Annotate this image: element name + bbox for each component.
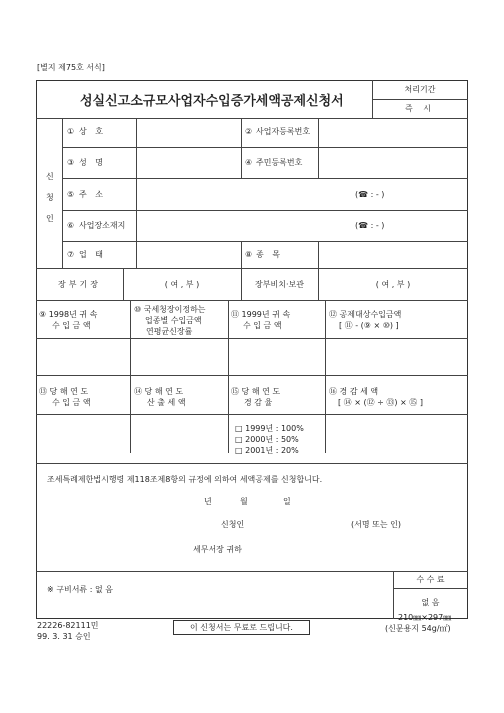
field-residentno-num: ④ <box>245 158 253 167</box>
r2c1-line1: ⑬ 당 해 연 도 <box>39 387 89 396</box>
r2c3-line2: 경 감 율 <box>244 398 273 407</box>
field-name-label: 상 호 <box>79 127 106 136</box>
r1c2-line2: 업종별 수입금액 <box>145 316 202 325</box>
r2c4-line2: [ ⑭ × (⑫ ÷ ⑬) × ⑮ ] <box>338 398 423 407</box>
footer-approval: 99. 3. 31 승인 <box>37 632 91 641</box>
field-bizaddress-phone: (☎ : - ) <box>355 221 385 230</box>
r1c1-line2: 수 입 금 액 <box>52 321 91 330</box>
field-biztype-label: 업 태 <box>79 250 106 259</box>
form-title: 성실신고소규모사업자수입증가세액공제신청서 <box>80 94 344 109</box>
r2c3-line1: ⑮ 당 해 연 도 <box>231 387 281 396</box>
statement: 조세특례제한법시행령 제118조제8항의 규정에 의하여 세액공제를 신청합니다. <box>47 475 323 484</box>
field-bizaddress-label: 사업장소재지 <box>79 221 126 230</box>
free-note: 이 신청서는 무료로 드립니다. <box>190 623 293 632</box>
paper-type: (신문용지 54g/㎡) <box>385 624 451 633</box>
r2c4-line1: ⑯ 경 감 세 액 <box>329 387 379 396</box>
addressee: 세무서장 귀하 <box>193 545 242 554</box>
paper-size: 210㎜×297㎜ <box>398 613 452 622</box>
field-address-phone: (☎ : - ) <box>355 190 385 199</box>
field-name-num: ① <box>67 127 75 136</box>
field-person-num: ③ <box>67 158 75 167</box>
field-bizno-num: ② <box>245 127 253 136</box>
fee-label: 수 수 료 <box>416 575 445 584</box>
field-address-label: 주 소 <box>79 190 106 199</box>
r1c4-line2: [ ⑪ - (⑨ × ⑩) ] <box>339 321 399 330</box>
ledger-storage-value: ( 여 , 부 ) <box>375 280 411 289</box>
field-person-label: 성 명 <box>79 158 106 167</box>
date-year: 년 <box>204 497 212 506</box>
r2c1-line2: 수 입 금 액 <box>52 398 91 407</box>
processing-period-label: 처리기간 <box>404 85 436 94</box>
field-address-num: ⑤ <box>67 190 75 199</box>
r1c4-line1: ⑫ 공제대상수입금액 <box>329 310 402 319</box>
fee-value: 없 음 <box>421 598 440 607</box>
field-bizaddress-num: ⑥ <box>67 221 75 230</box>
applicant-label-3: 인 <box>46 214 54 223</box>
rate-2000: □ 2000년 : 50% <box>235 435 299 444</box>
field-bizno-label: 사업자등록번호 <box>256 127 311 136</box>
ledger-storage-label: 장부비치·보관 <box>255 280 304 289</box>
processing-period-value: 즉 시 <box>405 104 435 113</box>
r2c2-line1: ⑭ 당 해 연 도 <box>134 387 184 396</box>
field-biztype-num: ⑦ <box>67 250 75 259</box>
date-month: 월 <box>240 497 248 506</box>
r1c1-line1: ⑨ 1998년 귀 속 <box>39 310 98 319</box>
r2c2-line2: 산 출 세 액 <box>147 398 186 407</box>
r1c3-line2: 수 입 금 액 <box>243 321 282 330</box>
applicant-label-2: 청 <box>46 193 54 202</box>
field-item-num: ⑧ <box>245 250 253 259</box>
date-day: 일 <box>283 497 291 506</box>
field-residentno-label: 주민등록번호 <box>256 158 303 167</box>
applicant-sign: 신청인 <box>221 520 245 529</box>
ledger-value: ( 여 , 부 ) <box>164 280 200 289</box>
rate-1999: □ 1999년 : 100% <box>235 424 304 433</box>
rate-2001: □ 2001년 : 20% <box>235 446 299 455</box>
attachments: ※ 구비서류 : 없 음 <box>47 585 113 594</box>
sign-note: (서명 또는 인) <box>351 520 401 529</box>
r1c3-line1: ⑪ 1999년 귀 속 <box>231 310 291 319</box>
footer-code: 22226-82111민 <box>37 621 99 630</box>
applicant-label-1: 신 <box>46 172 54 181</box>
ledger-label: 장부기장 <box>58 280 101 289</box>
form-number: [별지 제75호 서식] <box>37 63 105 72</box>
field-item-label: 종 목 <box>256 250 283 259</box>
r1c2-line1: ⑩ 국세청장이정하는 <box>134 305 206 314</box>
r1c2-line3: 연평균신장률 <box>146 327 193 336</box>
